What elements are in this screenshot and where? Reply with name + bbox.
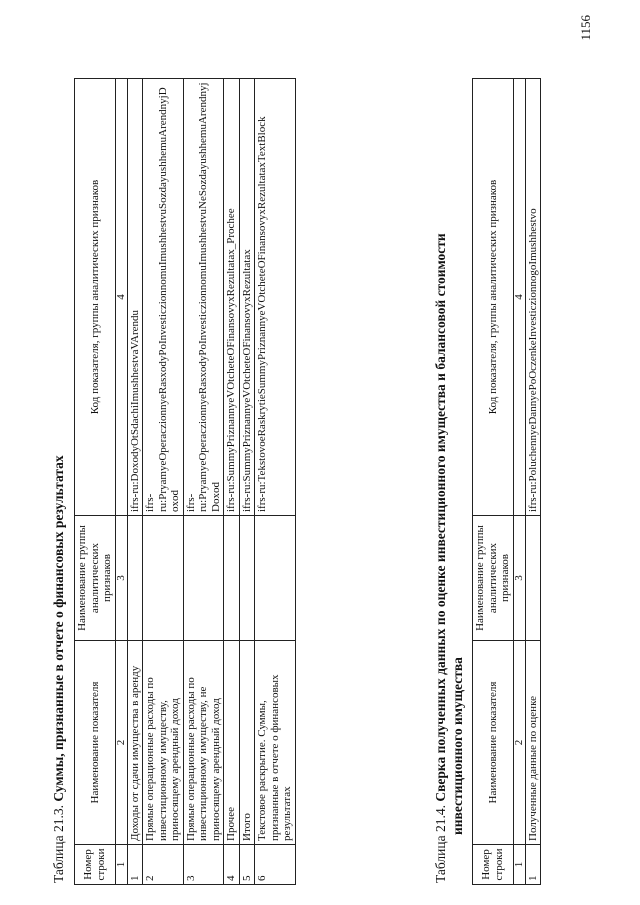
group-name — [143, 516, 184, 641]
column-number: 2 — [513, 641, 525, 845]
indicator-name: Доходы от сдачи имущества в аренду — [127, 641, 143, 845]
table-row — [183, 79, 224, 885]
row-number: 5 — [239, 845, 255, 885]
table-21-3-caption — [50, 23, 67, 883]
indicator-name: Полученные данные по оценке — [525, 641, 541, 845]
column-number: 2 — [115, 641, 127, 845]
page-number: 1156 — [578, 15, 593, 41]
table-row — [255, 79, 296, 885]
header-indicator-name: Наименование показателя — [75, 641, 116, 845]
group-name — [525, 516, 541, 641]
column-number: 1 — [513, 845, 525, 885]
group-name — [239, 516, 255, 641]
indicator-name: Итого — [239, 641, 255, 845]
indicator-name: Прочее — [224, 641, 240, 845]
table-row — [224, 79, 240, 885]
group-name — [255, 516, 296, 641]
table-21-4-column-numbers-row — [513, 79, 525, 885]
column-number: 3 — [115, 516, 127, 641]
column-number: 4 — [115, 79, 127, 516]
table-21-3-column-numbers-row — [115, 79, 127, 885]
table-row — [525, 79, 541, 885]
table-21-4 — [472, 78, 541, 885]
table-row — [143, 79, 184, 885]
indicator-name: Текстовое раскрытие. Суммы, признанные в отчете о финансовых результатах — [255, 641, 296, 845]
table-21-4-caption-title-line2: инвестиционного имущества — [450, 657, 465, 835]
row-number: 1 — [525, 845, 541, 885]
indicator-code: ifrs-ru:SummyPriznannyeVOtcheteOFinansovyxRezultatax — [239, 79, 255, 516]
rotated-document-page — [30, 15, 610, 885]
table-21-4-caption — [432, 21, 466, 883]
group-name — [224, 516, 240, 641]
indicator-code: ifrs-ru:DoxodyOtSdachiImushhestvaVArendu — [127, 79, 143, 516]
table-21-4-caption-prefix: Таблица 21.4. — [433, 805, 448, 883]
row-number: 3 — [183, 845, 224, 885]
row-number: 1 — [127, 845, 143, 885]
group-name — [183, 516, 224, 641]
column-number: 4 — [513, 79, 525, 516]
table-21-3-caption-prefix: Таблица 21.3. — [51, 805, 66, 883]
indicator-code: ifrs-ru:PryamyeOperaczionnyeRasxodyPoInvesticzionnomuImushhestvuSozdayushhemuArendnyjDoxod — [143, 79, 184, 516]
indicator-code: ifrs-ru:SummyPriznannyeVOtcheteOFinansovyxRezultatax_Prochee — [224, 79, 240, 516]
row-number: 4 — [224, 845, 240, 885]
header-indicator-name: Наименование показателя — [473, 641, 514, 845]
indicator-code: ifrs-ru:PryamyeOperaczionnyeRasxodyPoInvesticzionnomuImushhestvuNeSozdayushhemuArendnyjDoxod — [183, 79, 224, 516]
table-21-3-caption-title: Суммы, признанные в отчете о финансовых результатах — [51, 455, 66, 802]
table-21-3 — [74, 78, 296, 885]
column-number: 3 — [513, 516, 525, 641]
header-group-name: Наименование группы аналитических признаков — [473, 516, 514, 641]
table-21-4-header-row — [473, 79, 514, 885]
group-name — [127, 516, 143, 641]
column-number: 1 — [115, 845, 127, 885]
table-21-3-header-row — [75, 79, 116, 885]
header-indicator-code: Код показателя, группы аналитических признаков — [75, 79, 116, 516]
table-row — [127, 79, 143, 885]
header-row-number: Номер строки — [473, 845, 514, 885]
header-row-number: Номер строки — [75, 845, 116, 885]
table-row — [239, 79, 255, 885]
indicator-name: Прямые операционные расходы по инвестиционному имуществу, приносящему арендный доход — [143, 641, 184, 845]
row-number: 6 — [255, 845, 296, 885]
indicator-name: Прямые операционные расходы по инвестиционному имуществу, не приносящему арендный доход — [183, 641, 224, 845]
row-number: 2 — [143, 845, 184, 885]
indicator-code: ifrs-ru:PoluchennyeDannyePoOczenkeInvesticzionnogoImushhestvo — [525, 79, 541, 516]
header-indicator-code: Код показателя, группы аналитических признаков — [473, 79, 514, 516]
header-group-name: Наименование группы аналитических признаков — [75, 516, 116, 641]
table-21-4-caption-title-line1: Сверка полученных данных по оценке инвестиционного имущества и балансовой стоимости — [433, 233, 448, 802]
indicator-code: ifrs-ru:TekstovoeRaskrytieSummyPriznannyeVOtcheteOFinansovyxRezultataxTextBlock — [255, 79, 296, 516]
